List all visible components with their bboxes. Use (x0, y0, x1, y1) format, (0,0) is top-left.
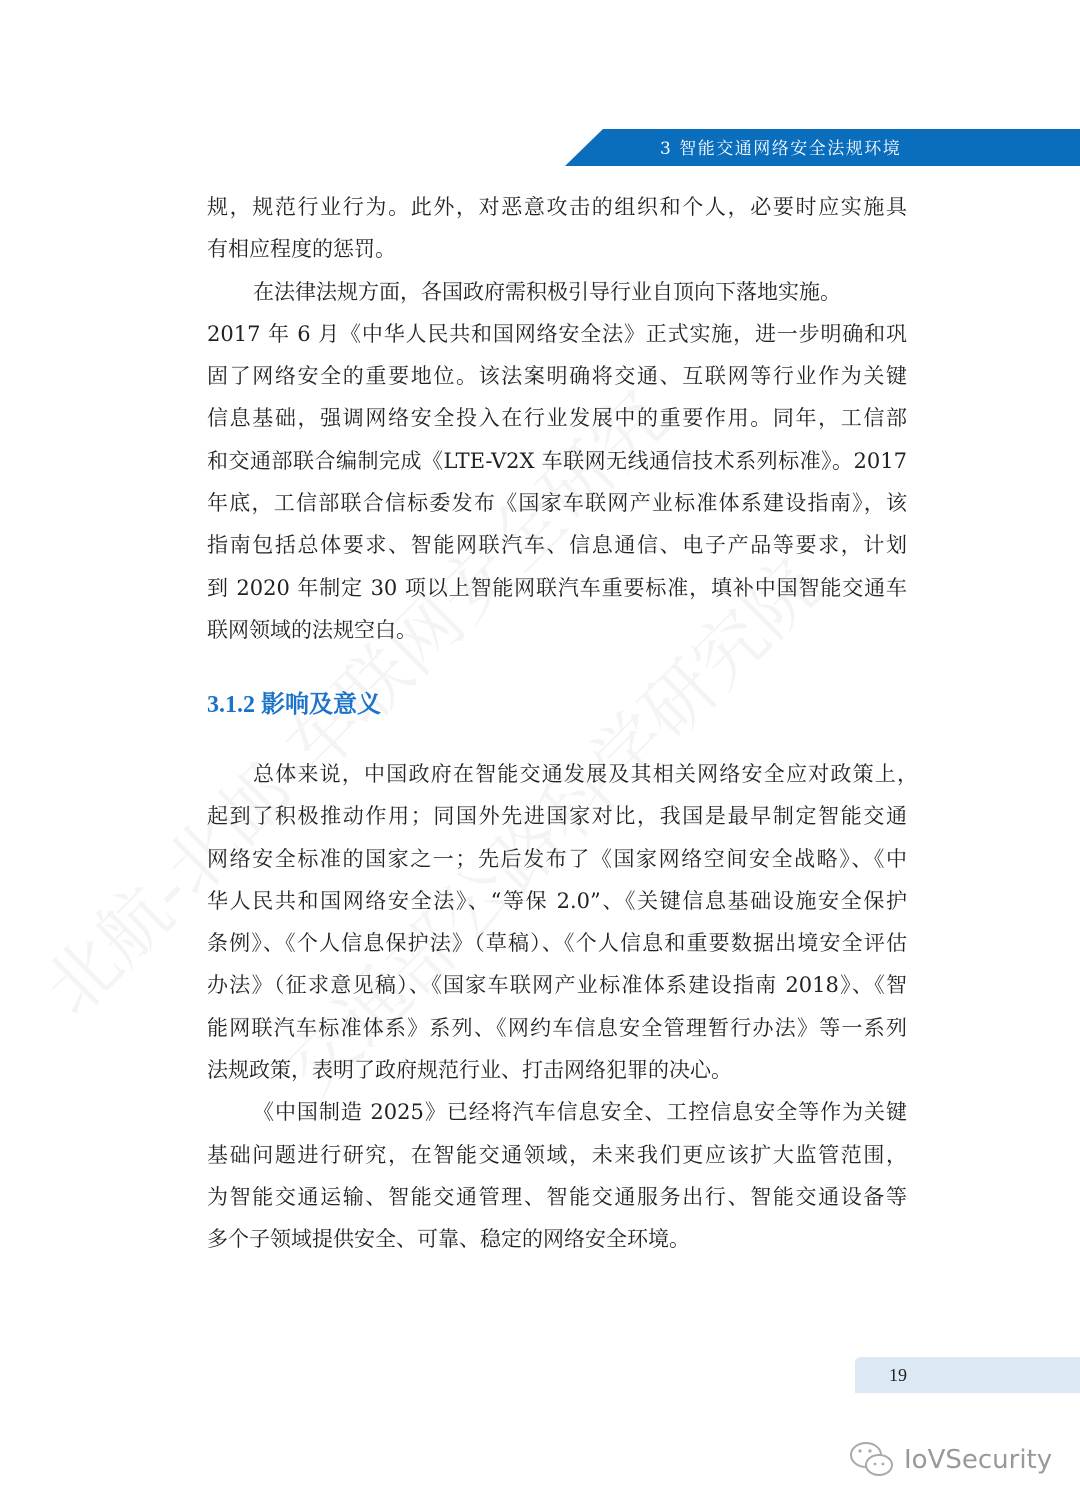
text-line: 网络安全标准的国家之一；先后发布了《国家网络空间安全战略》、《中 (207, 846, 907, 871)
text-line: 条例》、《个人信息保护法》（草稿）、《个人信息和重要数据出境安全评估 (207, 931, 907, 956)
text-line: 为智能交通运输、智能交通管理、智能交通服务出行、智能交通设备等 (207, 1184, 907, 1209)
text-line: 固了网络安全的重要地位。该法案明确将交通、互联网等行业作为关键 (207, 364, 907, 389)
section-heading: 3.1.2 影响及意义 (207, 692, 381, 718)
text-line: 年底，工信部联合信标委发布《国家车联网产业标准体系建设指南》，该 (207, 491, 907, 516)
text-line: 多个子领域提供安全、可靠、稳定的网络安全环境。 (207, 1227, 690, 1252)
text-line: 联网领域的法规空白。 (207, 617, 417, 642)
text-line: 和交通部联合编制完成《LTE-V2X 车联网无线通信技术系列标准》。2017 (207, 448, 907, 473)
text-line: 法规政策，表明了政府规范行业、打击网络犯罪的决心。 (207, 1058, 732, 1083)
brand-watermark (848, 1440, 1052, 1480)
text-line: 能网联汽车标准体系》系列、《网约车信息安全管理暂行办法》等一系列 (207, 1015, 907, 1040)
text-line: 规，规范行业行为。此外，对恶意攻击的组织和个人，必要时应实施具 (207, 195, 907, 219)
brand-name: IoVSecurity (904, 1445, 1053, 1475)
text-line: 信息基础，强调网络安全投入在行业发展中的重要作用。同年，工信部 (207, 406, 907, 431)
text-line: 有相应程度的惩罚。 (207, 237, 396, 262)
wechat-icon (848, 1440, 896, 1480)
text-line: 起到了积极推动作用；同国外先进国家对比，我国是最早制定智能交通 (207, 804, 907, 829)
page-number: 19 (889, 1365, 907, 1385)
text-line: 办法》（征求意见稿）、《国家车联网产业标准体系建设指南 2018》、《智 (207, 973, 907, 998)
body-text-top (207, 190, 907, 655)
body-text-bottom (207, 757, 918, 1265)
text-line: 在法律法规方面，各国政府需积极引导行业自顶向下落地实施。 (253, 279, 841, 304)
text-line: 华人民共和国网络安全法》、“等保 2.0”、《关键信息基础设施安全保护 (207, 888, 907, 913)
text-line: 总体来说，中国政府在智能交通发展及其相关网络安全应对政策上， (253, 762, 918, 786)
text-line: 2017 年 6 月《中华人民共和国网络安全法》正式实施，进一步明确和巩 (207, 321, 907, 346)
text-line: 《中国制造 2025》已经将汽车信息安全、工控信息安全等作为关键 (253, 1100, 907, 1125)
text-line: 指南包括总体要求、智能网联汽车、信息通信、电子产品等要求，计划 (207, 533, 907, 558)
text-line: 基础问题进行研究，在智能交通领域，未来我们更应该扩大监管范围， (207, 1142, 907, 1167)
text-line: 到 2020 年制定 30 项以上智能网联汽车重要标准，填补中国智能交通车 (207, 575, 907, 600)
chapter-title: 3 智能交通网络安全法规环境 (660, 139, 902, 159)
